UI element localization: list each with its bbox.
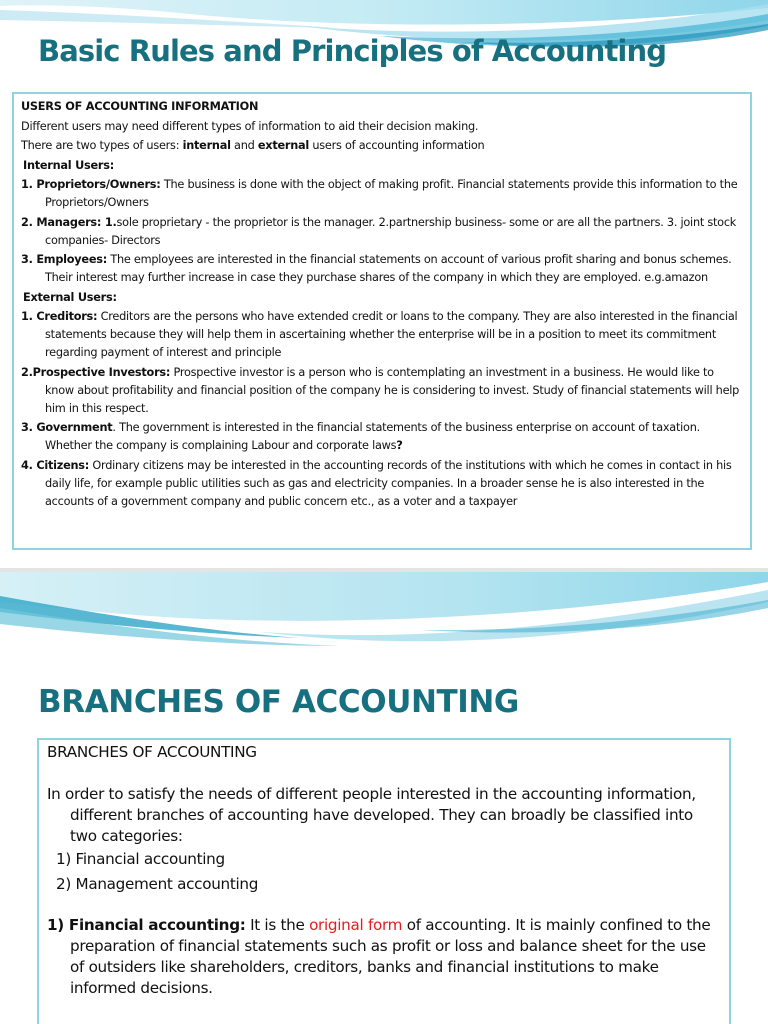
external-users-heading: External Users:: [23, 290, 117, 304]
list-item: 1) Financial accounting: [56, 850, 225, 868]
item-end: ?: [396, 439, 403, 452]
item-label: 1. Creditors:: [21, 310, 98, 323]
list-item: [21, 214, 742, 250]
item-text: sole proprietary - the proprietor is the manager. 2.partnership business- some or are all the partners. 3. joint stock companies- Directors: [45, 215, 737, 247]
list-item: [21, 308, 742, 362]
item-label: 1. Proprietors/Owners:: [21, 178, 161, 191]
intro-text: Different users may need different types of information to aid their decision making.: [21, 119, 479, 133]
item-label: 2. Managers: 1.: [21, 215, 117, 229]
internal-users-heading: Internal Users:: [23, 158, 114, 172]
wave-decoration: [0, 572, 768, 672]
content-box: [12, 92, 752, 550]
item-label: 3. Employees:: [21, 253, 107, 266]
item-label: 4. Citizens:: [21, 458, 90, 472]
fa-label: 1) Financial accounting:: [47, 916, 246, 934]
item-text: Creditors are the persons who have extended credit or loans to the company. They are also interested in the financial statements because they will help them in ascertaining whether the enterprise will be in a position to meet its commitment regarding payment of interest and principle: [45, 310, 738, 359]
list-item: [21, 251, 742, 287]
list-item: 2) Management accounting: [56, 875, 259, 893]
section-heading: BRANCHES OF ACCOUNTING: [47, 743, 257, 761]
types-internal: internal: [182, 139, 231, 152]
financial-accounting-text: [47, 915, 719, 999]
item-label: 2.Prospective Investors:: [21, 365, 171, 379]
list-item: [21, 457, 742, 511]
item-text: The employees are interested in the financial statements on account of various profit sharing and bonus schemes. Their interest may further increase in case they purchase shares of the company in which they are employed. e.g.amazon: [45, 253, 732, 284]
types-external: external: [257, 139, 310, 152]
fa-highlight: original form: [309, 916, 403, 934]
types-pre: There are two types of users:: [21, 139, 183, 152]
section-heading: USERS OF ACCOUNTING INFORMATION: [21, 100, 259, 113]
intro-text: In order to satisfy the needs of different people interested in the accounting information, different branches of accounting have developed. They can broadly be classified into two categories:: [47, 785, 696, 845]
slide-2: [0, 572, 768, 1024]
list-item: [21, 419, 742, 455]
types-post: users of accounting information: [309, 139, 485, 152]
item-text: . The government is interested in the financial statements of the business enterprise on account of taxation. Whether the company is complaining Labour and corporate laws: [45, 421, 700, 452]
slide-title: Basic Rules and Principles of Accounting: [38, 34, 667, 68]
types-and: and: [230, 139, 258, 152]
item-text: The business is done with the object of making profit. Financial statements provide this information to the Proprietors/Owners: [45, 178, 738, 209]
item-text: Ordinary citizens may be interested in the accounting records of the institutions with which he comes in contact in his daily life, for example public utilities such as gas and electricity companies. In a broader sense he is also interested in the accounts of a government company and public concern etc., as a voter and a taxpayer: [45, 458, 732, 508]
list-item: [21, 364, 742, 418]
item-text: Prospective investor is a person who is contemplating an investment in a business. He would like to know about profitability and financial position of the company he is considering to invest. Study of financial statements will help him in this respect.: [45, 365, 740, 415]
slide-title: BRANCHES OF ACCOUNTING: [38, 684, 519, 720]
user-types-text: [21, 137, 742, 155]
fa-post: of accounting. It is mainly confined to the preparation of financial statements such as profit or loss and balance sheet for the use of outsiders like shareholders, creditors, banks and financial institutions to make informed decisions.: [70, 916, 711, 997]
list-item: [21, 176, 742, 212]
fa-pre: It is the: [245, 916, 310, 934]
item-label: 3. Government: [21, 421, 113, 434]
content-box: [37, 738, 731, 1024]
